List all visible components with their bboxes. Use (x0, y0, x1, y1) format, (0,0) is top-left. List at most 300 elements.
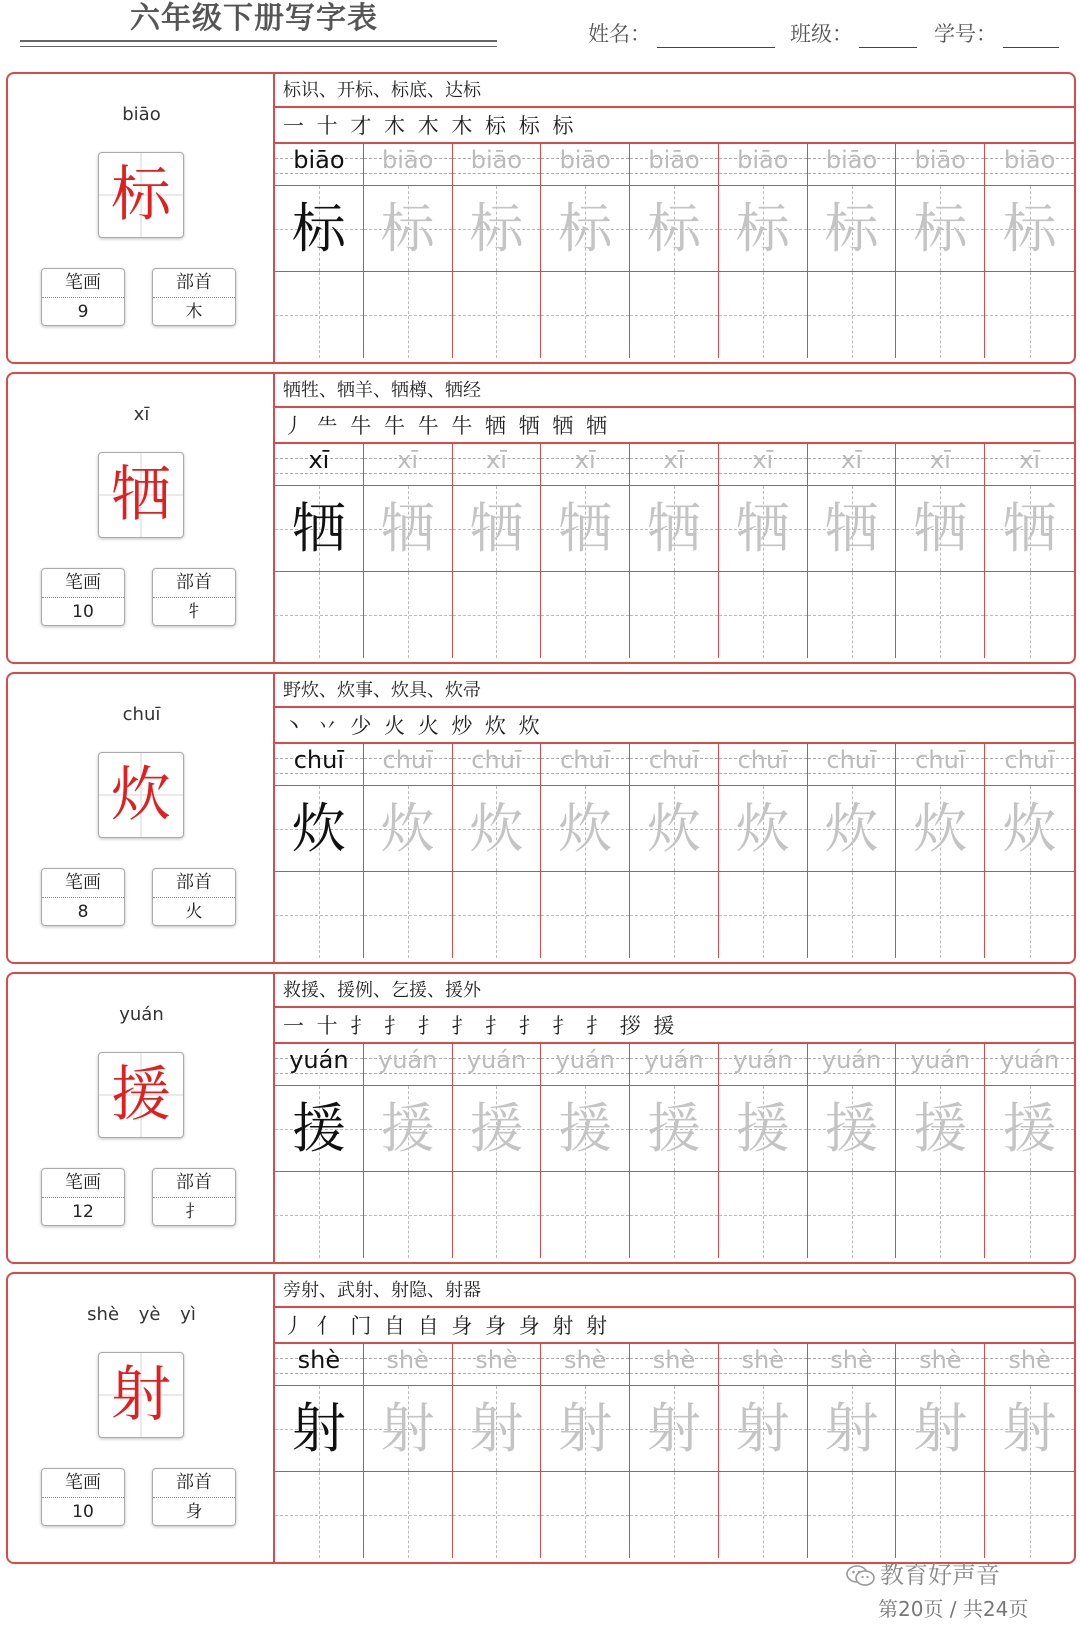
blank-writing-cell[interactable] (364, 572, 453, 658)
pinyin-text: yuán (377, 1046, 438, 1074)
pinyin-trace-cell[interactable] (630, 1344, 719, 1386)
pinyin-trace-cell[interactable] (719, 444, 808, 486)
pinyin-model-cell[interactable] (275, 1344, 364, 1386)
pinyin-text: biāo (559, 146, 611, 174)
pinyin-trace-cell[interactable] (896, 1344, 985, 1386)
char-trace-cell[interactable] (896, 786, 985, 872)
radical-label: 部首 (153, 1169, 235, 1198)
pinyin-text: chuī (471, 746, 522, 774)
char-trace-cell[interactable] (808, 1386, 897, 1472)
stroke-count-label: 笔画 (42, 869, 124, 898)
blank-writing-cell[interactable] (453, 872, 542, 958)
brand-watermark: 教育好声音 (880, 1561, 1000, 1589)
char-text: 标 (646, 197, 701, 260)
pinyin-trace-cell[interactable] (808, 144, 897, 186)
char-trace-cell[interactable] (985, 1386, 1074, 1472)
char-text: 射 (735, 1397, 790, 1460)
blank-writing-cell[interactable] (985, 272, 1074, 358)
radical-box (152, 268, 236, 326)
blank-writing-cell[interactable] (364, 1172, 453, 1258)
char-card (6, 1272, 1076, 1564)
char-trace-cell[interactable] (364, 1086, 453, 1172)
pinyin-text: shè (475, 1346, 518, 1374)
pinyin-text: xī (1019, 446, 1041, 474)
pinyin-text: shè (652, 1346, 696, 1374)
char-trace-cell[interactable] (985, 786, 1074, 872)
pinyin-text: chuī (293, 746, 345, 774)
char-card (6, 672, 1076, 964)
blank-writing-cell[interactable] (275, 1472, 364, 1558)
char-text: 牺 (1002, 497, 1057, 560)
char-info-panel (8, 74, 275, 362)
char-trace-cell[interactable] (896, 1086, 985, 1172)
radical-value: 木 (185, 302, 203, 322)
stroke-count-value: 10 (72, 602, 94, 622)
practice-area (275, 1274, 1074, 1562)
pinyin-trace-cell[interactable] (719, 144, 808, 186)
student-id-label: 学号： (934, 22, 997, 46)
char-trace-cell[interactable] (630, 786, 719, 872)
class-label: 班级： (790, 22, 853, 46)
char-text: 援 (735, 1097, 790, 1160)
word-list: 标识、开标、标底、达标 (275, 74, 1074, 108)
word-list: 旁射、武射、射隐、射器 (275, 1274, 1074, 1308)
char-trace-cell[interactable] (453, 486, 542, 572)
pinyin-text: yuán (999, 1046, 1060, 1074)
stroke-order: 丶 丷 少 火 火 炒 炊 炊 (275, 708, 1074, 744)
char-trace-cell[interactable] (808, 186, 897, 272)
stroke-order: 一 十 才 木 木 木 标 标 标 (275, 108, 1074, 144)
char-model-cell[interactable] (275, 786, 364, 872)
stroke-count-label: 笔画 (42, 1469, 124, 1498)
char-text: 标 (291, 197, 346, 260)
pinyin-model-cell[interactable] (275, 144, 364, 186)
char-text: 标 (735, 197, 790, 260)
char-trace-cell[interactable] (719, 186, 808, 272)
stroke-count-value: 8 (77, 902, 89, 922)
practice-grid (275, 144, 1074, 362)
pinyin-text: xī (663, 446, 685, 474)
pinyin-text: yuán (466, 1046, 527, 1074)
blank-writing-cell[interactable] (896, 1172, 985, 1258)
pinyin-text: yuán (821, 1046, 882, 1074)
pinyin-trace-cell[interactable] (364, 744, 453, 786)
char-text: 炊 (646, 797, 701, 860)
blank-writing-cell[interactable] (453, 272, 542, 358)
word-list: 野炊、炊事、炊具、炊帚 (275, 674, 1074, 708)
char-text: 标 (469, 197, 524, 260)
practice-grid (275, 1344, 1074, 1562)
title-underline-thin (20, 46, 497, 47)
pinyin-text: yuán (289, 1046, 349, 1074)
char-text: 射 (380, 1397, 435, 1460)
char-model-cell[interactable] (275, 1386, 364, 1472)
char-info-panel (8, 974, 275, 1262)
blank-writing-cell[interactable] (630, 572, 719, 658)
char-text: 炊 (469, 797, 524, 860)
blank-writing-cell[interactable] (541, 572, 630, 658)
char-card (6, 972, 1076, 1264)
practice-area (275, 374, 1074, 662)
blank-writing-cell[interactable] (719, 572, 808, 658)
blank-writing-cell[interactable] (719, 1472, 808, 1558)
char-text: 援 (558, 1097, 613, 1160)
radical-box (152, 868, 236, 926)
pinyin-trace-cell[interactable] (630, 144, 719, 186)
char-card (6, 372, 1076, 664)
pinyin-trace-cell[interactable] (719, 744, 808, 786)
pinyin-trace-cell[interactable] (896, 144, 985, 186)
pinyin-text: shè (386, 1346, 429, 1374)
char-trace-cell[interactable] (364, 486, 453, 572)
blank-writing-cell[interactable] (985, 872, 1074, 958)
name-field[interactable] (588, 18, 775, 48)
class-blank[interactable] (859, 23, 917, 48)
stroke-count-value: 12 (72, 1202, 94, 1222)
stroke-count-box (41, 1168, 125, 1226)
pinyin-trace-cell[interactable] (719, 1044, 808, 1086)
radical-label: 部首 (153, 869, 235, 898)
name-label: 姓名： (588, 22, 651, 46)
pinyin-text: chuī (382, 746, 433, 774)
char-trace-cell[interactable] (719, 486, 808, 572)
char-model-cell[interactable] (275, 1086, 364, 1172)
pinyin-text: biāo (737, 146, 789, 174)
pinyin-trace-cell[interactable] (541, 144, 630, 186)
practice-area (275, 674, 1074, 962)
pinyin-trace-cell[interactable] (808, 1044, 897, 1086)
char-pinyin: xī (133, 404, 150, 425)
char-trace-cell[interactable] (364, 1386, 453, 1472)
char-text: 射 (913, 1397, 968, 1460)
blank-writing-cell[interactable] (808, 872, 897, 958)
page-number: 第20页 / 共24页 (878, 1597, 1029, 1621)
pinyin-text: chuī (560, 746, 611, 774)
stroke-count-box (41, 1468, 125, 1526)
char-trace-cell[interactable] (541, 486, 630, 572)
stroke-count-value: 10 (72, 1502, 94, 1522)
pinyin-text: shè (563, 1346, 607, 1374)
pinyin-trace-cell[interactable] (719, 1344, 808, 1386)
pinyin-trace-cell[interactable] (985, 144, 1074, 186)
pinyin-trace-cell[interactable] (453, 444, 542, 486)
blank-writing-cell[interactable] (630, 1172, 719, 1258)
char-text: 牺 (380, 497, 435, 560)
char-text: 牺 (735, 497, 790, 560)
pinyin-text: yuán (555, 1046, 615, 1074)
name-blank[interactable] (657, 23, 775, 48)
pinyin-text: chuī (737, 746, 788, 774)
blank-writing-cell[interactable] (364, 872, 453, 958)
radical-box (152, 1168, 236, 1226)
char-display: 炊 (98, 752, 184, 838)
pinyin-text: biāo (470, 146, 523, 174)
char-trace-cell[interactable] (719, 1086, 808, 1172)
char-text: 牺 (646, 497, 701, 560)
pinyin-text: chuī (826, 746, 877, 774)
blank-writing-cell[interactable] (985, 1172, 1074, 1258)
pinyin-text: xī (574, 446, 596, 474)
radical-label: 部首 (153, 269, 235, 298)
char-model-cell[interactable] (275, 186, 364, 272)
char-trace-cell[interactable] (453, 786, 542, 872)
char-trace-cell[interactable] (630, 186, 719, 272)
char-trace-cell[interactable] (896, 1386, 985, 1472)
char-text: 牺 (558, 497, 613, 560)
class-field[interactable] (790, 18, 917, 48)
blank-writing-cell[interactable] (364, 272, 453, 358)
char-text: 射 (558, 1397, 613, 1460)
char-text: 援 (646, 1097, 701, 1160)
blank-writing-cell[interactable] (808, 1472, 897, 1558)
blank-writing-cell[interactable] (541, 1472, 630, 1558)
blank-writing-cell[interactable] (719, 872, 808, 958)
pinyin-text: biāo (825, 146, 878, 174)
char-trace-cell[interactable] (541, 786, 630, 872)
blank-writing-cell[interactable] (896, 1472, 985, 1558)
practice-grid (275, 444, 1074, 662)
blank-writing-cell[interactable] (541, 1172, 630, 1258)
pinyin-text: chuī (915, 746, 966, 774)
stroke-order: 一 十 扌 扌 扌 扌 扌 扌 扌 扌 拶 援 (275, 1008, 1074, 1044)
pinyin-trace-cell[interactable] (896, 1044, 985, 1086)
char-model-cell[interactable] (275, 486, 364, 572)
blank-writing-cell[interactable] (541, 872, 630, 958)
stroke-count-box (41, 568, 125, 626)
pinyin-trace-cell[interactable] (808, 1344, 897, 1386)
blank-writing-cell[interactable] (275, 272, 364, 358)
char-display: 射 (98, 1352, 184, 1438)
char-trace-cell[interactable] (541, 1086, 630, 1172)
pinyin-model-cell[interactable] (275, 444, 364, 486)
student-id-field[interactable] (934, 18, 1059, 48)
blank-writing-cell[interactable] (985, 572, 1074, 658)
practice-area (275, 74, 1074, 362)
stroke-count-label: 笔画 (42, 569, 124, 598)
pinyin-text: yuán (733, 1046, 793, 1074)
pinyin-trace-cell[interactable] (985, 1344, 1074, 1386)
char-text: 射 (291, 1397, 346, 1460)
pinyin-text: biāo (382, 146, 434, 174)
pinyin-trace-cell[interactable] (541, 1344, 630, 1386)
char-text: 炊 (735, 797, 790, 860)
blank-writing-cell[interactable] (985, 1472, 1074, 1558)
pinyin-text: biāo (293, 146, 345, 174)
char-text: 射 (824, 1397, 879, 1460)
char-trace-cell[interactable] (630, 486, 719, 572)
blank-writing-cell[interactable] (541, 272, 630, 358)
pinyin-trace-cell[interactable] (453, 744, 542, 786)
char-trace-cell[interactable] (364, 786, 453, 872)
pinyin-trace-cell[interactable] (453, 144, 542, 186)
char-pinyin: biāo (122, 104, 161, 125)
char-trace-cell[interactable] (808, 1086, 897, 1172)
char-text: 援 (913, 1097, 968, 1160)
char-trace-cell[interactable] (630, 1086, 719, 1172)
char-display: 标 (98, 152, 184, 238)
char-text: 标 (380, 197, 435, 260)
char-text: 炊 (380, 797, 435, 860)
radical-value: 身 (185, 1502, 203, 1522)
pinyin-text: shè (297, 1346, 341, 1374)
char-text: 炊 (824, 797, 879, 860)
char-display: 援 (98, 1052, 184, 1138)
char-text: 射 (469, 1397, 524, 1460)
pinyin-trace-cell[interactable] (630, 1044, 719, 1086)
pinyin-trace-cell[interactable] (364, 1044, 453, 1086)
blank-writing-cell[interactable] (453, 1472, 542, 1558)
char-text: 援 (469, 1097, 524, 1160)
stroke-count-box (41, 268, 125, 326)
blank-writing-cell[interactable] (630, 872, 719, 958)
radical-box (152, 568, 236, 626)
char-text: 炊 (913, 797, 968, 860)
pinyin-text: biāo (914, 146, 966, 174)
stroke-count-value: 9 (77, 302, 89, 322)
pinyin-trace-cell[interactable] (453, 1344, 542, 1386)
char-trace-cell[interactable] (985, 186, 1074, 272)
blank-writing-cell[interactable] (719, 272, 808, 358)
pinyin-model-cell[interactable] (275, 744, 364, 786)
radical-label: 部首 (153, 569, 235, 598)
char-text: 炊 (558, 797, 613, 860)
radical-value: 扌 (185, 1202, 203, 1222)
stroke-count-box (41, 868, 125, 926)
blank-writing-cell[interactable] (453, 572, 542, 658)
word-list: 牺牲、牺羊、牺樽、牺经 (275, 374, 1074, 408)
pinyin-trace-cell[interactable] (630, 444, 719, 486)
char-trace-cell[interactable] (364, 186, 453, 272)
char-trace-cell[interactable] (541, 1386, 630, 1472)
stroke-count-label: 笔画 (42, 1169, 124, 1198)
blank-writing-cell[interactable] (453, 1172, 542, 1258)
pinyin-trace-cell[interactable] (985, 1044, 1074, 1086)
pinyin-trace-cell[interactable] (808, 444, 897, 486)
char-info-panel (8, 374, 275, 662)
pinyin-trace-cell[interactable] (364, 444, 453, 486)
char-trace-cell[interactable] (719, 786, 808, 872)
char-trace-cell[interactable] (896, 486, 985, 572)
radical-label: 部首 (153, 1469, 235, 1498)
pinyin-trace-cell[interactable] (630, 744, 719, 786)
char-text: 牺 (824, 497, 879, 560)
char-trace-cell[interactable] (630, 1386, 719, 1472)
pinyin-text: shè (741, 1346, 784, 1374)
pinyin-text: biāo (648, 146, 700, 174)
char-text: 牺 (913, 497, 968, 560)
char-trace-cell[interactable] (808, 786, 897, 872)
char-pinyin: shè yè yì (87, 1304, 196, 1325)
pinyin-text: yuán (910, 1046, 970, 1074)
stroke-count-label: 笔画 (42, 269, 124, 298)
radical-box (152, 1468, 236, 1526)
blank-writing-cell[interactable] (808, 1172, 897, 1258)
char-text: 标 (1002, 197, 1057, 260)
pinyin-trace-cell[interactable] (541, 1044, 630, 1086)
blank-writing-cell[interactable] (275, 1172, 364, 1258)
char-text: 援 (1002, 1097, 1057, 1160)
practice-grid (275, 1044, 1074, 1262)
pinyin-text: biāo (1003, 146, 1056, 174)
char-text: 援 (380, 1097, 435, 1160)
pinyin-trace-cell[interactable] (541, 744, 630, 786)
pinyin-model-cell[interactable] (275, 1044, 364, 1086)
blank-writing-cell[interactable] (275, 872, 364, 958)
blank-writing-cell[interactable] (896, 572, 985, 658)
pinyin-text: xī (397, 446, 419, 474)
char-trace-cell[interactable] (896, 186, 985, 272)
blank-writing-cell[interactable] (808, 572, 897, 658)
char-pinyin: yuán (119, 1004, 164, 1025)
char-display: 牺 (98, 452, 184, 538)
blank-writing-cell[interactable] (630, 272, 719, 358)
pinyin-trace-cell[interactable] (453, 1044, 542, 1086)
pinyin-text: shè (1008, 1346, 1051, 1374)
char-trace-cell[interactable] (985, 1086, 1074, 1172)
blank-writing-cell[interactable] (364, 1472, 453, 1558)
title-underline (20, 40, 497, 42)
pinyin-trace-cell[interactable] (896, 444, 985, 486)
char-pinyin: chuī (122, 704, 161, 725)
pinyin-text: chuī (648, 746, 700, 774)
student-id-blank[interactable] (1003, 23, 1059, 48)
char-trace-cell[interactable] (541, 186, 630, 272)
pinyin-trace-cell[interactable] (985, 744, 1074, 786)
char-trace-cell[interactable] (453, 186, 542, 272)
blank-writing-cell[interactable] (808, 272, 897, 358)
pinyin-trace-cell[interactable] (808, 744, 897, 786)
stroke-order: 丿 ⺧ 牛 牛 牛 牛 牺 牺 牺 牺 (275, 408, 1074, 444)
blank-writing-cell[interactable] (896, 872, 985, 958)
pinyin-trace-cell[interactable] (541, 444, 630, 486)
pinyin-text: xī (486, 446, 507, 474)
practice-grid (275, 744, 1074, 962)
char-card (6, 72, 1076, 364)
pinyin-trace-cell[interactable] (364, 144, 453, 186)
char-text: 标 (824, 197, 879, 260)
char-trace-cell[interactable] (808, 486, 897, 572)
char-text: 射 (646, 1397, 701, 1460)
word-list: 救援、援例、乞援、援外 (275, 974, 1074, 1008)
blank-writing-cell[interactable] (896, 272, 985, 358)
char-info-panel (8, 1274, 275, 1562)
char-text: 炊 (1002, 797, 1057, 860)
char-text: 牺 (469, 497, 524, 560)
pinyin-text: xī (752, 446, 774, 474)
pinyin-text: xī (929, 446, 951, 474)
pinyin-trace-cell[interactable] (896, 744, 985, 786)
radical-value: 火 (185, 902, 203, 922)
blank-writing-cell[interactable] (275, 572, 364, 658)
blank-writing-cell[interactable] (719, 1172, 808, 1258)
blank-writing-cell[interactable] (630, 1472, 719, 1558)
practice-area (275, 974, 1074, 1262)
char-text: 援 (291, 1097, 346, 1160)
char-trace-cell[interactable] (453, 1086, 542, 1172)
radical-value: 牜 (185, 602, 203, 622)
char-text: 牺 (291, 497, 346, 560)
char-trace-cell[interactable] (985, 486, 1074, 572)
pinyin-trace-cell[interactable] (985, 444, 1074, 486)
pinyin-text: chuī (1004, 746, 1055, 774)
pinyin-text: xī (841, 446, 862, 474)
stroke-order: 丿 亻 门 自 自 身 身 身 射 射 (275, 1308, 1074, 1344)
char-trace-cell[interactable] (453, 1386, 542, 1472)
pinyin-trace-cell[interactable] (364, 1344, 453, 1386)
wechat-icon (846, 1564, 876, 1588)
pinyin-text: yuán (644, 1046, 704, 1074)
char-trace-cell[interactable] (719, 1386, 808, 1472)
